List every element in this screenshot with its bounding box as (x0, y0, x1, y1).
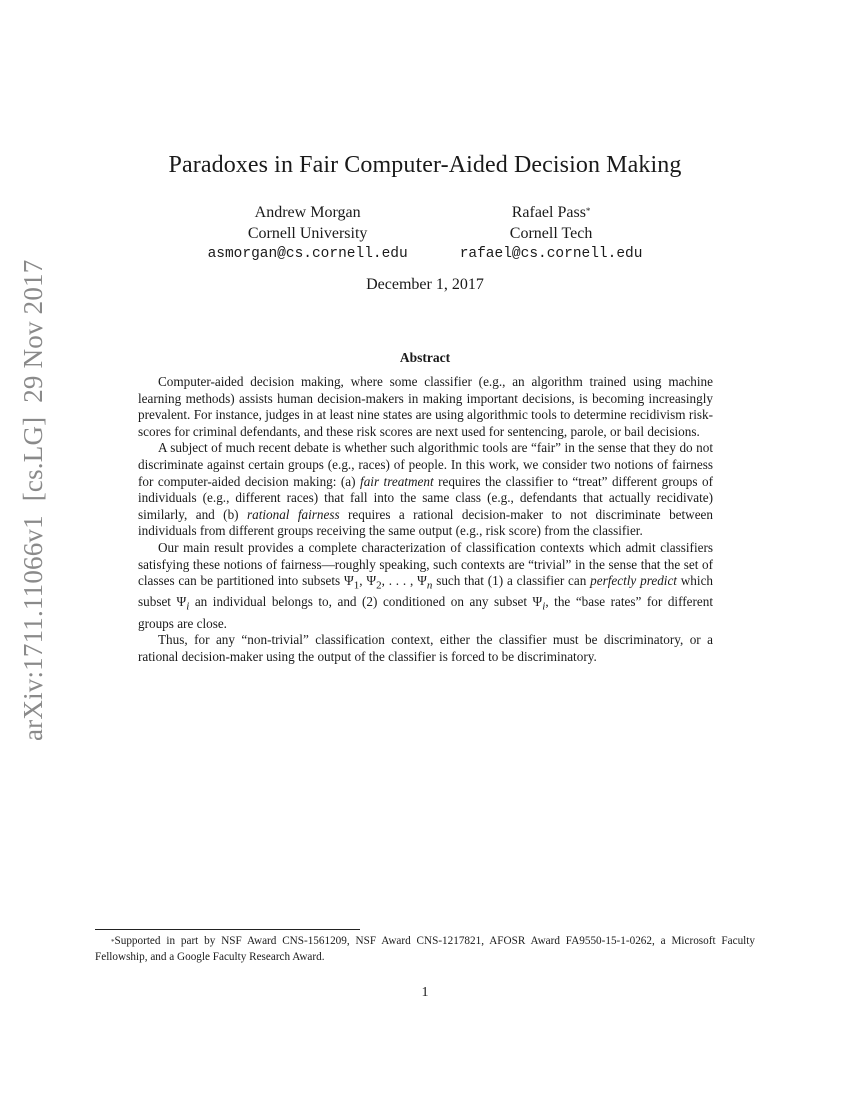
page-number: 1 (421, 985, 429, 1000)
text-run: , . . . , Ψ (381, 573, 427, 589)
author-affiliation: Cornell University (247, 225, 368, 242)
text-run: A subject of much recent debate is whether such algorithmic tools are “fair” in the sense that they do not discriminate against certain groups (e.g., races) of people. In this work, we consider two notions of fairness for computer-aided decision making: (a) (138, 440, 713, 489)
author-email: rafael@cs.cornell.edu (459, 246, 643, 262)
subscript: i (542, 601, 546, 613)
abstract-paragraph-3 (138, 540, 713, 632)
text-run: such that (1) a classifier can (432, 573, 591, 589)
abstract-paragraph-4: Thus, for any “non-trivial” classification context, either the classifier must be discriminatory, or a rational decision-maker using the output of the classifier is forced to be discriminatory. (138, 632, 713, 664)
paper-title: Paradoxes in Fair Computer-Aided Decision Making (168, 152, 682, 178)
text-run: , the “base rates” for different groups are close. (138, 594, 713, 631)
author-name: Andrew Morgan (254, 204, 361, 221)
text-run: , Ψ (359, 573, 377, 589)
arxiv-identifier-stamp: arXiv:1711.11066v1 [cs.LG] 29 Nov 2017 (18, 259, 48, 741)
author-name-line (460, 202, 643, 223)
author-2 (460, 202, 643, 265)
paper-date: December 1, 2017 (366, 276, 484, 293)
text-run: an individual belongs to, and (2) conditioned on any subset Ψ (189, 594, 543, 610)
text-run: which subset Ψ (138, 573, 714, 610)
abstract-paragraph-1: Computer-aided decision making, where some classifier (e.g., an algorithm trained using machine learning methods) assists human decision-makers in making important decisions, is becoming increasingly prevalent. For instance, judges in at least nine states are using algorithmic tools to determine recidivism risk-scores for criminal defendants, and these risk scores are next used for sentencing, parole, or bail decisions. (138, 374, 713, 439)
footnote-divider (95, 929, 360, 930)
subscript: 1 (353, 579, 360, 592)
abstract-paragraph-2 (138, 440, 713, 540)
subscript: i (186, 601, 190, 613)
author-1 (208, 202, 408, 265)
author-block (0, 202, 850, 265)
footnote-marker: * (585, 206, 591, 216)
author-name: Rafael Pass (511, 204, 586, 221)
subscript: n (426, 579, 433, 592)
footnote (95, 933, 755, 965)
author-affiliation: Cornell Tech (509, 225, 593, 242)
subscript: 2 (376, 579, 382, 592)
text-run: requires a rational decision-maker to not discriminate between individuals from different groups receiving the same output (e.g., risk score) from the classifier. (138, 506, 714, 539)
footnote-text: Supported in part by NSF Award CNS-1561209, NSF Award CNS-1217821, AFOSR Award FA9550-15-1-0262, a Microsoft Faculty Fellowship, and a Google Faculty Research Award. (95, 935, 755, 963)
footnote-marker: * (111, 938, 115, 946)
emphasis-fair-treatment: fair treatment (360, 473, 434, 489)
text-run: Our main result provides a complete characterization of classification contexts which admit classifiers satisfying these notions of fairness—roughly speaking, such contexts are “trivial” in the sense that the set of classes can be partitioned into subsets Ψ (138, 539, 713, 589)
emphasis-perfectly-predict: perfectly predict (590, 573, 677, 589)
emphasis-rational-fairness: rational fairness (246, 506, 340, 522)
text-run: requires the classifier to “treat” different groups of individuals (e.g., different races) that fall into the same class (e.g., defendants that actually recidivate) similarly, and (b) (138, 473, 713, 522)
author-email: asmorgan@cs.cornell.edu (207, 246, 408, 262)
abstract-heading: Abstract (399, 350, 451, 365)
abstract-body (138, 374, 713, 665)
